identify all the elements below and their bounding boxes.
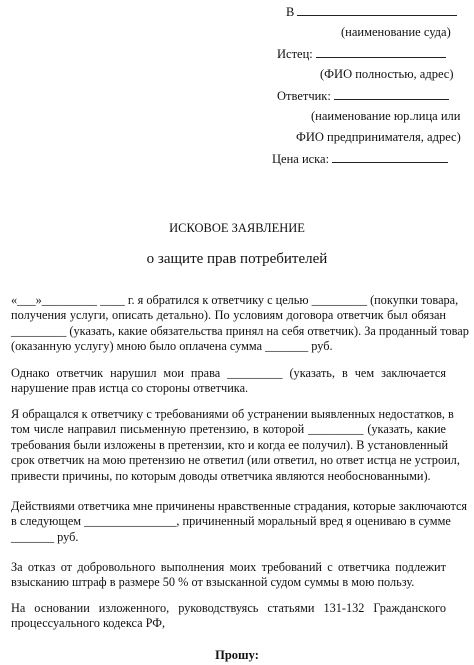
paragraph-line: нарушение прав истца со стороны ответчика. (11, 381, 249, 396)
paragraph-line: На основании изложенного, руководствуясь статьями 131-132 Гражданского (11, 601, 446, 615)
paragraph-legal-basis (11, 601, 446, 632)
defendant-label: Ответчик: (277, 89, 331, 103)
price-label: Цена иска: (272, 152, 330, 166)
paragraph-line: в следующем _______________, причиненный моральный вред я оцениваю в сумме (11, 514, 451, 529)
paragraph-line: взысканию штраф в размере 50 % от взысканной судом суммы в мою пользу. (11, 575, 415, 590)
price-line (272, 151, 448, 167)
paragraph-line: срок ответчик на мою претензию не ответил (или ответил, но ответ истца не устроил, (11, 453, 460, 468)
request-heading: Прошу: (215, 648, 259, 662)
defendant-caption-2: ФИО предпринимателя, адрес) (296, 130, 461, 144)
court-blank (297, 4, 457, 16)
price-blank (332, 151, 448, 163)
paragraph-line: Действиями ответчика мне причинены нравственные страдания, которые заключаются (11, 499, 468, 513)
paragraph-line: (оказанную услугу) мною было оплачена сумма _______ руб. (11, 339, 333, 354)
paragraph-line: привести причины, по которым доводы ответчика являются необоснованными). (11, 468, 431, 483)
court-caption: (наименование суда) (341, 25, 451, 39)
court-prefix: В (286, 5, 295, 19)
paragraph-line: _________ (указать, какие обязательства принял на себя ответчик). За проданный товар (11, 323, 469, 338)
paragraph-line: _______ руб. (11, 529, 79, 544)
paragraph-line: требования были изложены в претензии, кто и когда ее получил). В установленный (11, 437, 449, 452)
paragraph-contract (11, 293, 469, 355)
paragraph-moral-damage (11, 499, 468, 545)
paragraph-violation (11, 366, 446, 397)
paragraph-line: Однако ответчик нарушил мои права _________ (указать, в чем заключается (11, 366, 446, 380)
plaintiff-caption: (ФИО полностью, адрес) (320, 67, 454, 81)
paragraph-line: Я обращался к ответчику с требованиями об устранении выявленных недостатков, в (11, 407, 454, 421)
plaintiff-line (277, 46, 446, 62)
defendant-blank (334, 88, 449, 100)
defendant-caption-1: (наименование юр.лица или (311, 109, 461, 123)
paragraph-line: «___»_________ ____ г. я обратился к ответчику с целью _________ (покупки товара, (11, 293, 459, 307)
paragraph-line: процессуального кодекса РФ, (11, 616, 166, 631)
document-title: ИСКОВОЕ ЗАЯВЛЕНИЕ (169, 221, 305, 235)
court-line (286, 4, 457, 20)
paragraph-line: За отказ от добровольного выполнения моих требований с ответчика подлежит (11, 560, 446, 574)
plaintiff-label: Истец: (277, 47, 313, 61)
paragraph-line: получения услуги, описать детально). По условиям договора ответчик был обязан (11, 308, 446, 323)
document-subtitle: о защите прав потребителей (146, 251, 328, 267)
paragraph-claim (11, 407, 460, 484)
plaintiff-blank (316, 46, 446, 58)
paragraph-penalty (11, 560, 446, 591)
paragraph-line: том числе направил письменную претензию, в которой _________ (указать, какие (11, 422, 446, 437)
defendant-line (277, 88, 449, 104)
